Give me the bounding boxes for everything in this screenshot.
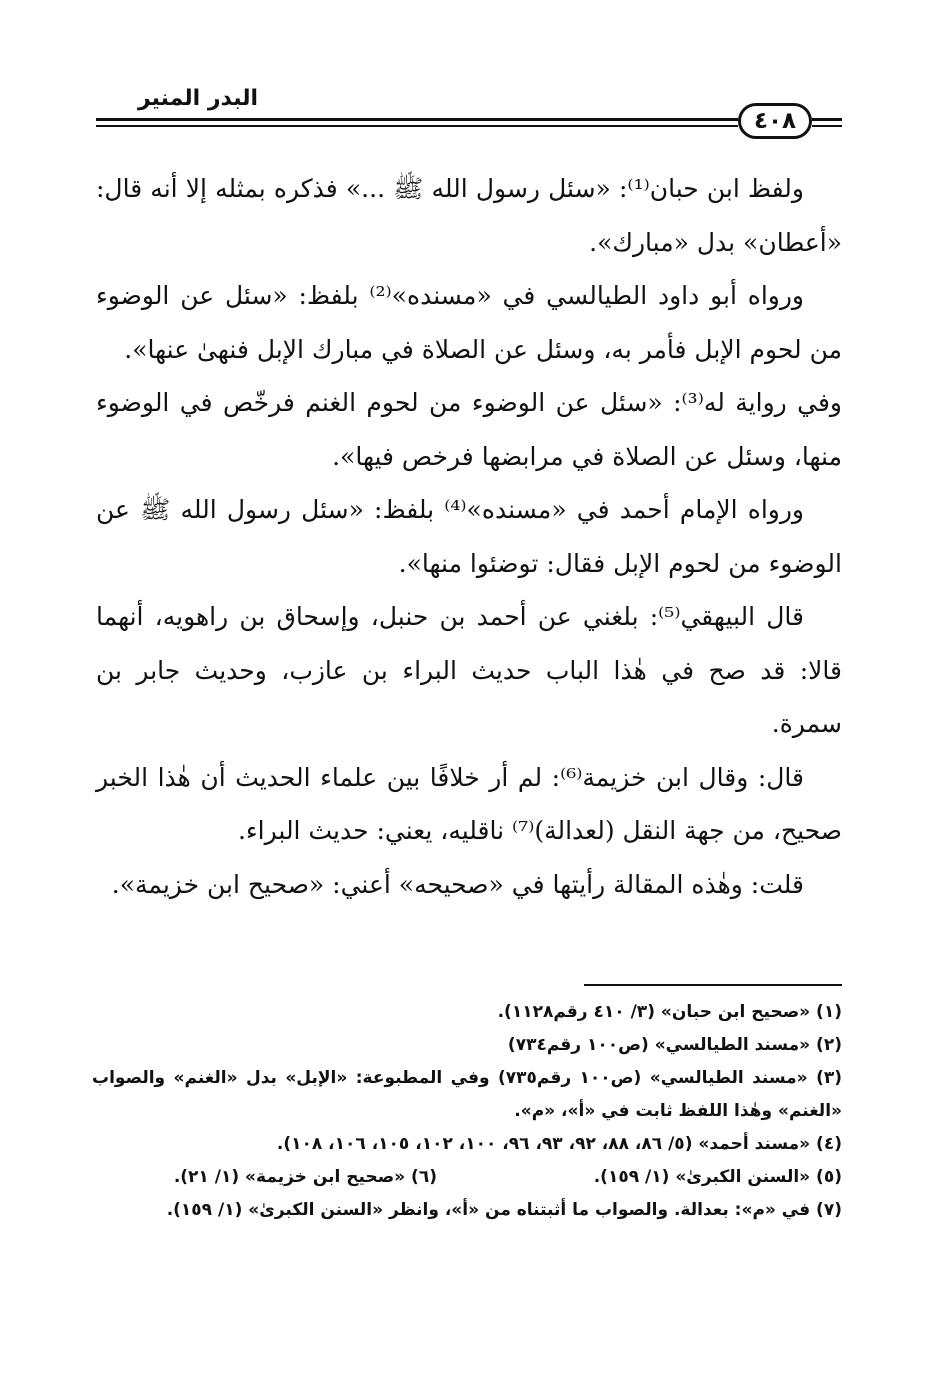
main-text [96,162,842,911]
header-rule [96,118,738,127]
paragraph: قال البيهقي⁽⁵⁾: بلغني عن أحمد بن حنبل، وإسحاق بن راهويه، أنهما قالا: قد صح في هٰذا الباب حديث البراء بن عازب، وحديث جابر بن سمرة. [96,602,842,738]
paragraph: ورواه الإمام أحمد في «مسنده»⁽⁴⁾ بلفظ: «سئل رسول الله ﷺ عن الوضوء من لحوم الإبل فقال: توضئوا منها». [96,495,842,578]
footnote-3: (٣) «مسند الطيالسي» (ص١٠٠ رقم٧٣٥) وفي المطبوعة: «الإبل» بدل «الغنم» والصواب «الغنم» وهٰذا اللفظ ثابت في «أ»، «م». [92,1068,843,1121]
footnote-7: (٧) في «م»: بعدالة. والصواب ما أثبتناه من «أ»، وانظر «السنن الكبرىٰ» (١/ ١٥٩). [166,1200,842,1220]
footnote-pair [92,1161,842,1194]
footnote-separator [584,984,842,986]
page-number: ٤٠٨ [738,103,812,139]
paragraph: ولفظ ابن حبان⁽¹⁾: «سئل رسول الله ﷺ ...» فذكره بمثله إلا أنه قال: «أعطان» بدل «مبارك». [96,174,842,257]
footnote-2: (٢) «مسند الطيالسي» (ص١٠٠ رقم٧٣٤) [507,1035,842,1055]
footnote-5: (٥) «السنن الكبرىٰ» (١/ ١٥٩). [593,1167,842,1187]
footnote-1: (١) «صحيح ابن حبان» (٣/ ٤١٠ رقم١١٢٨). [497,1002,842,1022]
running-title: البدر المنير [137,86,258,111]
paragraph: قال: وقال ابن خزيمة⁽⁶⁾: لم أر خلافًا بين علماء الحديث أن هٰذا الخبر صحيح، من جهة النقل (لعدالة)⁽⁷⁾ ناقليه، يعني: حديث البراء. [96,762,842,845]
paragraph: وفي رواية له⁽³⁾: «سئل عن الوضوء من لحوم الغنم فرخّص في الوضوء منها، وسئل عن الصلاة في مرابضها فرخص فيها». [96,388,842,471]
footnote-6: (٦) «صحيح ابن خزيمة» (١/ ٢١). [173,1167,437,1187]
footnotes [92,996,842,1227]
footnote-4: (٤) «مسند أحمد» (٥/ ٨٦، ٨٨، ٩٢، ٩٣، ٩٦، ١٠٠، ١٠٢، ١٠٥، ١٠٦، ١٠٨). [276,1134,842,1154]
paragraph: ورواه أبو داود الطيالسي في «مسنده»⁽²⁾ بلفظ: «سئل عن الوضوء من لحوم الإبل فأمر به، وسئل عن الصلاة في مبارك الإبل فنهىٰ عنها». [96,281,842,364]
header-rule-short [812,118,842,127]
paragraph: قلت: وهٰذه المقالة رأيتها في «صحيحه» أعني: «صحيح ابن خزيمة». [111,869,804,899]
